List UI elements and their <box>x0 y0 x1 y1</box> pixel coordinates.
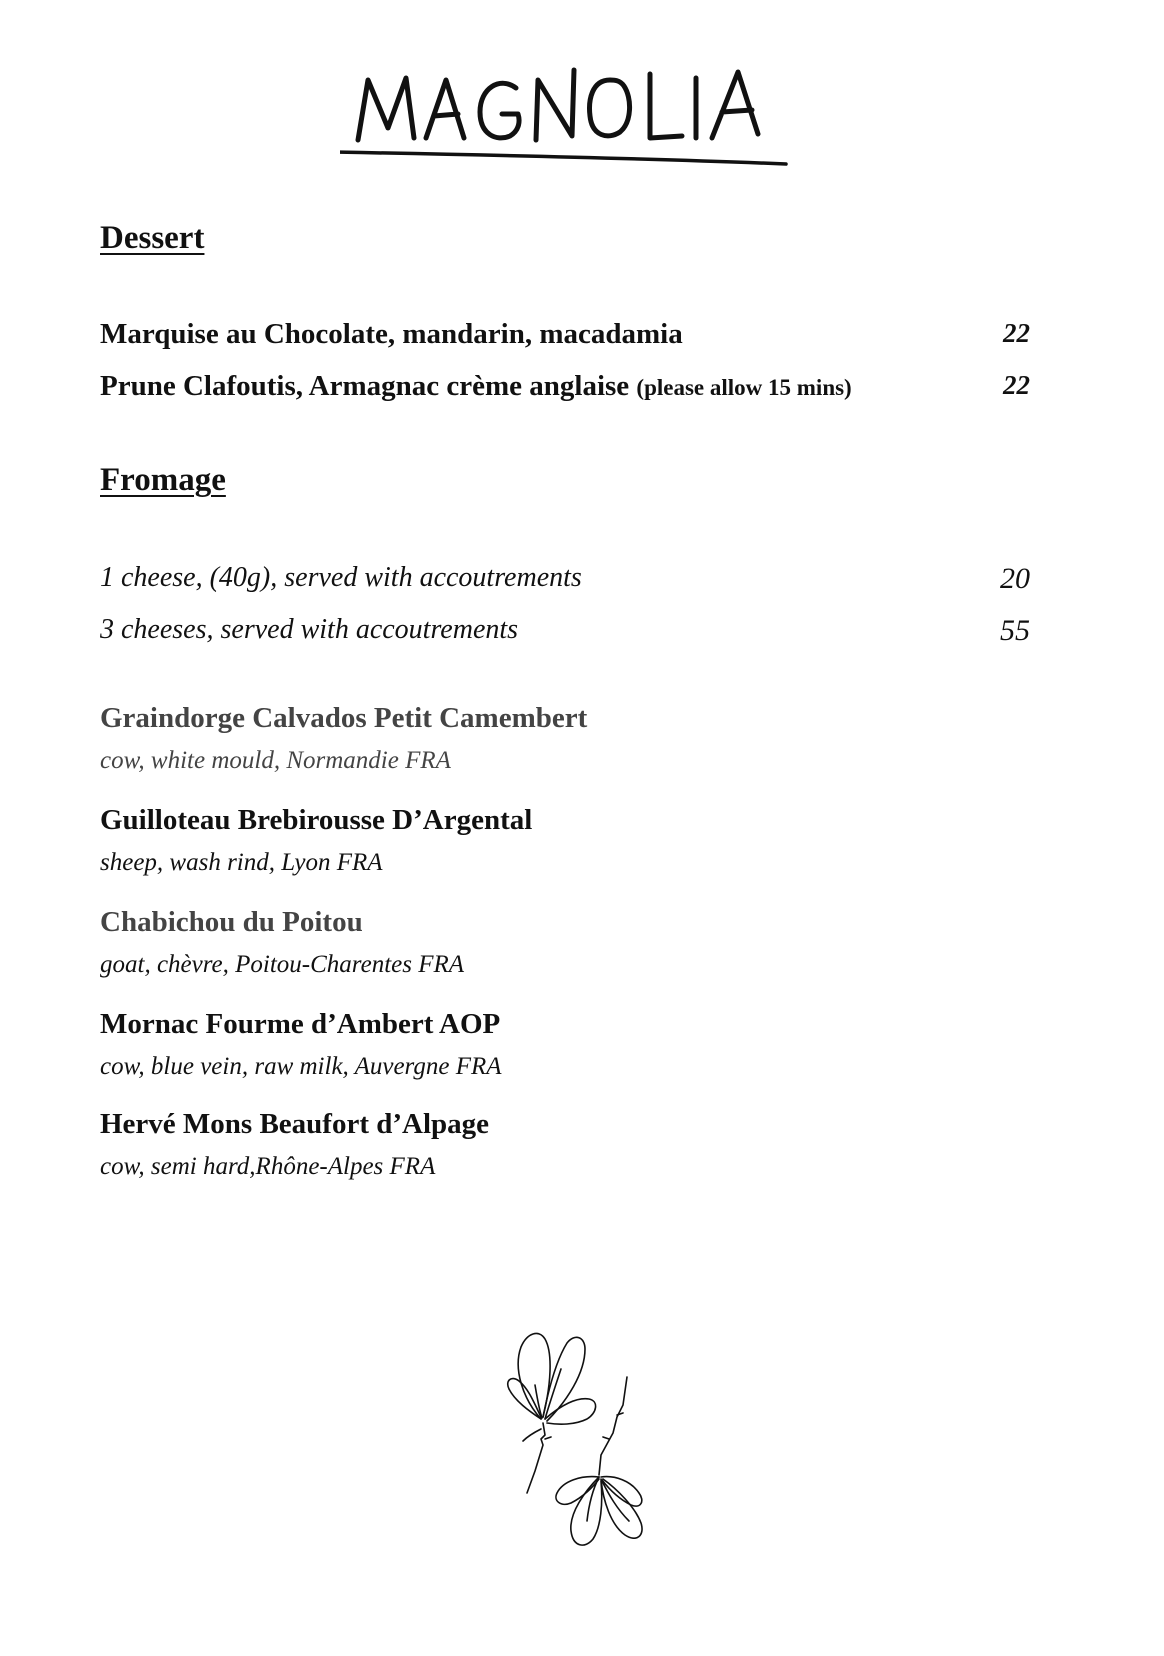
fromage-option-name: 3 cheeses, served with accoutrements <box>100 614 519 645</box>
dessert-item-price: 22 <box>1003 370 1030 400</box>
cheese-name: Hervé Mons Beaufort d’Alpage <box>100 1108 490 1140</box>
cheese-item <box>100 1106 1000 1182</box>
dessert-item-note: (please allow 15 mins) <box>636 375 852 400</box>
fromage-option-price: 20 <box>1000 562 1030 595</box>
fromage-heading: Fromage <box>100 462 226 498</box>
fromage-option-name: 1 cheese, (40g), served with accoutrements <box>100 562 582 593</box>
magnolia-logo <box>340 40 830 190</box>
cheese-item <box>100 904 1000 980</box>
dessert-item-price: 22 <box>1003 318 1030 348</box>
fromage-option <box>100 614 1030 654</box>
cheese-description: cow, semi hard,Rhône-Alpes FRA <box>100 1153 436 1180</box>
dessert-item-title: Prune Clafoutis, Armagnac crème anglaise <box>100 370 630 402</box>
cheese-item <box>100 1006 1000 1082</box>
cheese-item <box>100 802 1000 878</box>
dessert-heading: Dessert <box>100 220 205 256</box>
cheese-description: goat, chèvre, Poitou-Charentes FRA <box>100 951 465 978</box>
dessert-item <box>100 318 1030 358</box>
cheese-description: cow, white mould, Normandie FRA <box>100 747 451 774</box>
cheese-name: Chabichou du Poitou <box>100 906 363 938</box>
fromage-option-price: 55 <box>1000 614 1030 647</box>
dessert-item-name <box>100 370 852 403</box>
cheese-item <box>100 700 1000 776</box>
cheese-name: Mornac Fourme d’Ambert AOP <box>100 1008 501 1040</box>
cheese-description: cow, blue vein, raw milk, Auvergne FRA <box>100 1053 502 1080</box>
dessert-item <box>100 370 1030 410</box>
dessert-item-name: Marquise au Chocolate, mandarin, macadamia <box>100 318 683 350</box>
cheese-name: Guilloteau Brebirousse D’Argental <box>100 804 533 836</box>
cheese-description: sheep, wash rind, Lyon FRA <box>100 849 383 876</box>
cheese-name: Graindorge Calvados Petit Camembert <box>100 702 588 734</box>
fromage-option <box>100 562 1030 602</box>
magnolia-flower-icon <box>505 1325 665 1555</box>
